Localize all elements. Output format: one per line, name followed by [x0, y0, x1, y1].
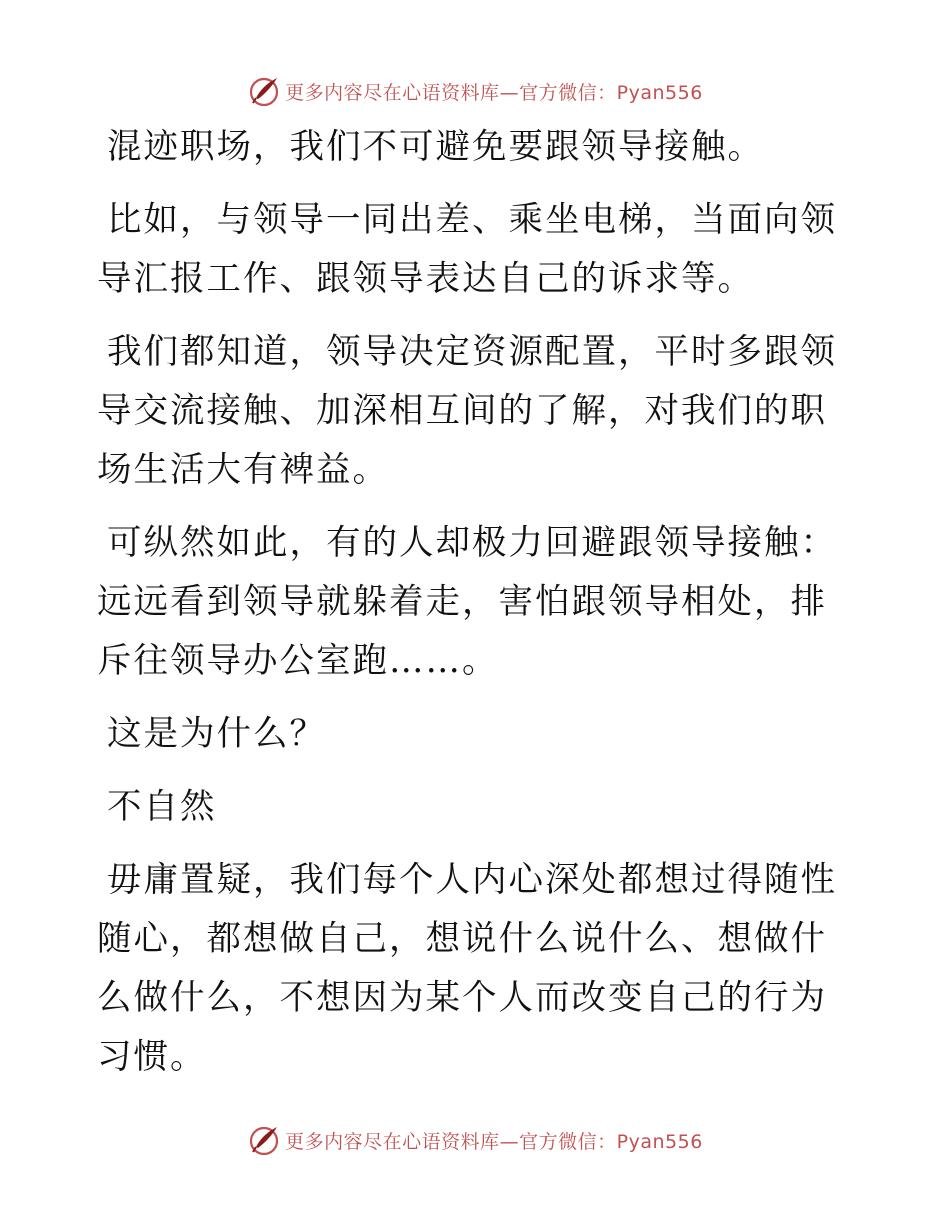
quill-logo-icon: [247, 74, 281, 108]
paragraph-3: 我们都知道，领导决定资源配置，平时多跟领导交流接触、加深相互间的了解，对我们的职场生活大有裨益。: [97, 332, 837, 490]
paragraph-1: 混迹职场，我们不可避免要跟领导接触。: [107, 127, 764, 167]
quill-logo-icon: [247, 1123, 281, 1157]
header-watermark: [0, 71, 950, 111]
section-heading: 不自然: [107, 787, 217, 827]
watermark-text: 更多内容尽在心语资料库—官方微信：Pyan556: [285, 1130, 703, 1153]
paragraph-5: 这是为什么？: [107, 714, 326, 754]
watermark-text: 更多内容尽在心语资料库—官方微信：Pyan556: [285, 81, 703, 104]
footer-watermark: [0, 1120, 950, 1160]
paragraph-2: 比如，与领导一同出差、乘坐电梯，当面向领导汇报工作、跟领导表达自己的诉求等。: [97, 200, 837, 299]
document-body: [97, 118, 857, 1087]
paragraph-6: 毋庸置疑，我们每个人内心深处都想过得随性随心，都想做自己，想说什么说什么、想做什么做什么，不想因为某个人而改变自己的行为习惯。: [97, 860, 837, 1077]
paragraph-4: 可纵然如此，有的人却极力回避跟领导接触：远远看到领导就躲着走，害怕跟领导相处，排斥往领导办公室跑……。: [97, 523, 837, 681]
